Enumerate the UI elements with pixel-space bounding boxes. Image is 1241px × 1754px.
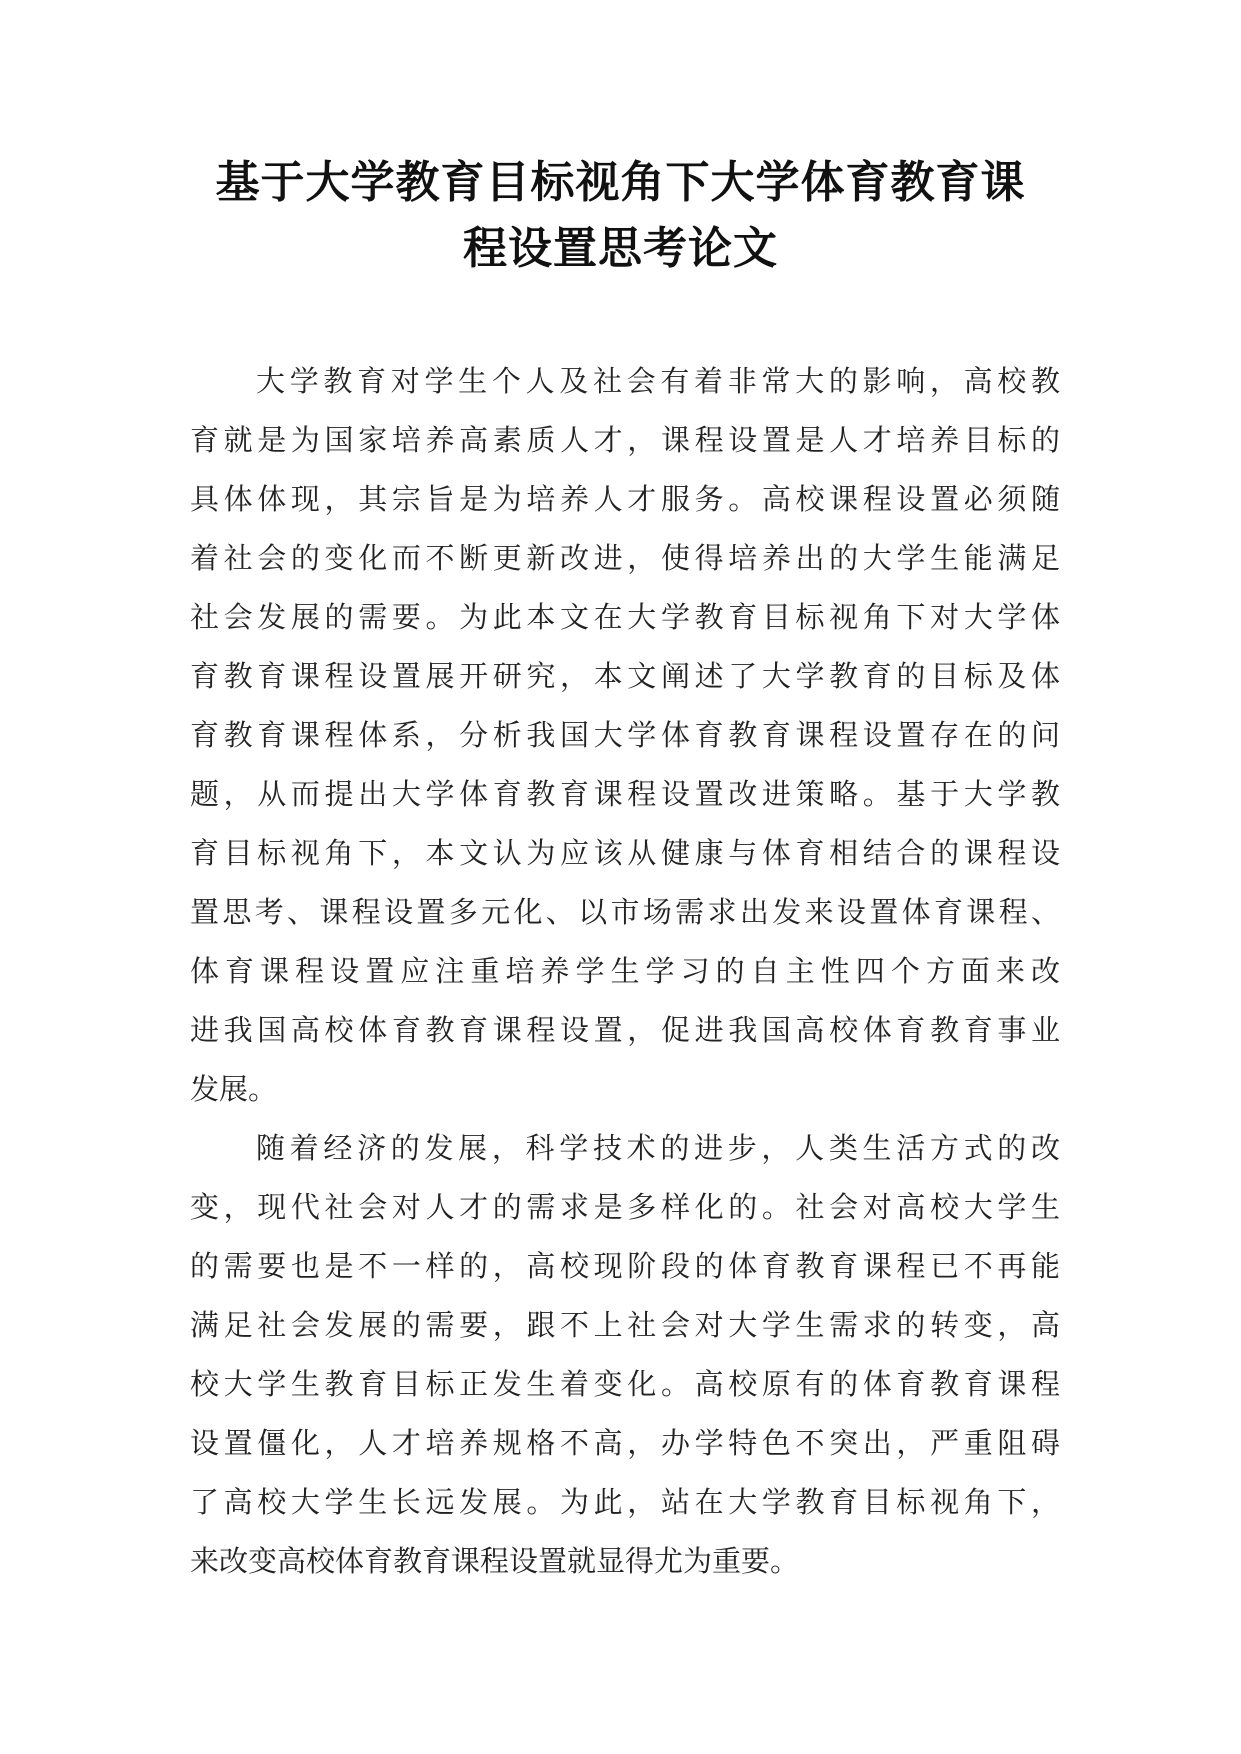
paragraph-line: 进我国高校体育教育课程设置，促进我国高校体育教育事业 (190, 1013, 1060, 1047)
paragraph-line: 育教育课程体系，分析我国大学体育教育课程设置存在的问 (190, 718, 1060, 752)
paragraph-line: 满足社会发展的需要，跟不上社会对大学生需求的转变，高 (190, 1308, 1060, 1342)
paragraph-2 (190, 1119, 1060, 1591)
paragraph-line: 发展。 (190, 1072, 278, 1106)
paragraph-line: 育就是为国家培养高素质人才，课程设置是人才培养目标的 (190, 423, 1060, 457)
paragraph-line: 大学教育对学生个人及社会有着非常大的影响，高校教 (256, 364, 1060, 398)
paragraph-line: 随着经济的发展，科学技术的进步，人类生活方式的改 (256, 1131, 1060, 1165)
paragraph-line: 题，从而提出大学体育教育课程设置改进策略。基于大学教 (190, 777, 1060, 811)
title-line-1: 基于大学教育目标视角下大学体育教育课 (215, 157, 1026, 208)
title-line-2: 程设置思考论文 (463, 223, 778, 274)
paragraph-line: 的需要也是不一样的，高校现阶段的体育教育课程已不再能 (190, 1249, 1060, 1283)
paragraph-line: 着社会的变化而不断更新改进，使得培养出的大学生能满足 (190, 541, 1060, 575)
paragraph-line: 置思考、课程设置多元化、以市场需求出发来设置体育课程、 (190, 895, 1060, 929)
paragraph-1 (190, 352, 1060, 1119)
document-title (150, 150, 1091, 282)
paragraph-line: 来改变高校体育教育课程设置就显得尤为重要。 (190, 1544, 800, 1578)
document-body (190, 352, 1060, 1591)
paragraph-line: 变，现代社会对人才的需求是多样化的。社会对高校大学生 (190, 1190, 1060, 1224)
paragraph-line: 了高校大学生长远发展。为此，站在大学教育目标视角下， (190, 1485, 1060, 1519)
paragraph-line: 育目标视角下，本文认为应该从健康与体育相结合的课程设 (190, 836, 1060, 870)
paragraph-line: 设置僵化，人才培养规格不高，办学特色不突出，严重阻碍 (190, 1426, 1060, 1460)
paragraph-line: 体育课程设置应注重培养学生学习的自主性四个方面来改 (190, 954, 1060, 988)
paragraph-line: 社会发展的需要。为此本文在大学教育目标视角下对大学体 (190, 600, 1060, 634)
paragraph-line: 育教育课程设置展开研究，本文阐述了大学教育的目标及体 (190, 659, 1060, 693)
paragraph-line: 具体体现，其宗旨是为培养人才服务。高校课程设置必须随 (190, 482, 1060, 516)
paragraph-line: 校大学生教育目标正发生着变化。高校原有的体育教育课程 (190, 1367, 1060, 1401)
